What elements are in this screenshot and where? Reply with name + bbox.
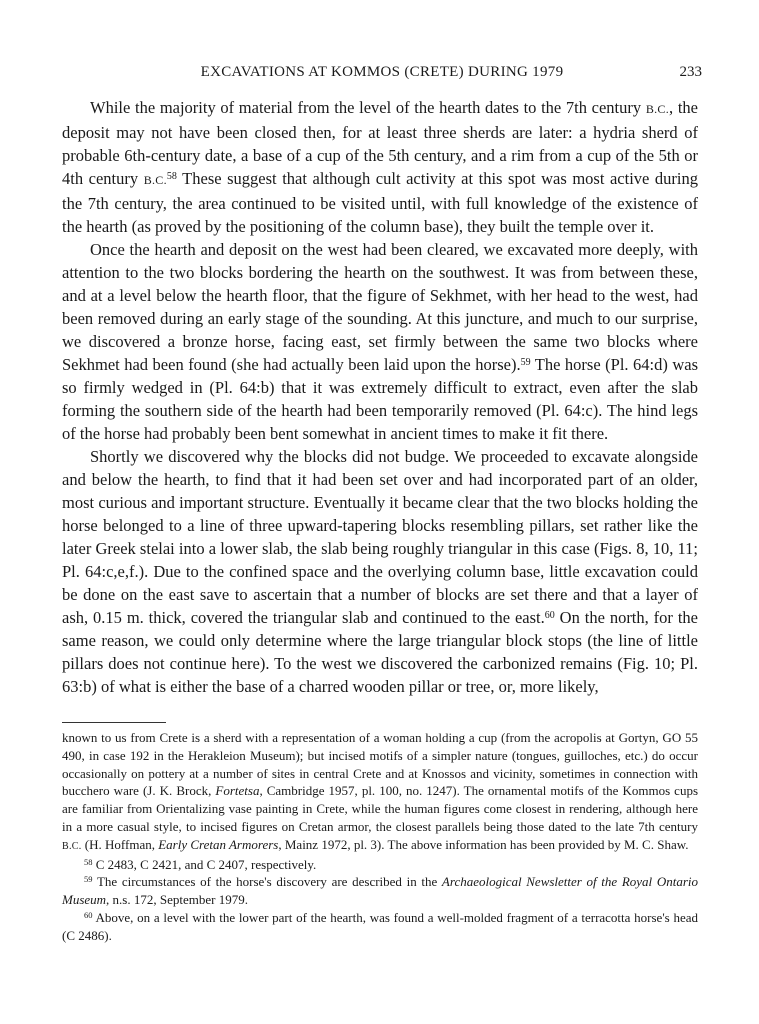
main-text [62,96,698,698]
footnote-58-text: C 2483, C 2421, and C 2407, respectively. [95,856,317,872]
paragraph-2 [62,238,698,445]
footnote-ref-60[interactable]: 60 [544,610,555,621]
paragraph-1 [62,96,698,238]
footnote-59 [62,873,698,909]
footnote-continued-text-b: , Cambridge 1957, pl. 100, no. 1247). The ornamental motifs of the Kommos cups are familiar from Orientalizing vase painting in Crete, while the human figures come closest in rendering, although here in a more casual style, to incised figures on Cretan armor, the closest parallels being those dated to the late 7th century [62,783,699,834]
footnote-number: 60 [84,909,93,920]
footnote-59-text-a: The circumstances of the horse's discovery are described in the [96,874,438,890]
footnote-divider [62,722,166,723]
footnote-continued-text-a: known to us from Crete is a sherd with a representation of a woman holding a cup (from the acropolis at Gortyn, GO 55 490, in case 192 in the Herakleion Museum); but incised motifs of a simpler nature (tongues, guilloches, etc.) do occur occasionally on pottery at a number of sites in central Crete and at Knossos and vicinity, sometimes in connection with bucchero ware (J. K. Brock, [62,730,698,799]
journal-title: Archaeological Newsletter of the Royal Ontario Museum [62,874,699,908]
footnote-58 [62,856,698,874]
footnote-ref-59[interactable]: 59 [520,357,531,368]
paragraph-1-text-c: These suggest that although cult activity at this spot was most active during the 7th century, the area continued to be visited until, with full knowledge of the existence of the hearth (as proved by the positioning of the column base), they built the temple over it. [62,169,698,236]
footnote-number: 59 [84,874,93,885]
paragraph-1-text-b: , the deposit may not have been closed then, for at least three sherds are later: a hydria sherd of probable 6th-century date, a base of a cup of the 5th century, and a rim from a cup of the 5th or 4th century [62,98,698,188]
bc-abbreviation: B.C. [645,102,670,116]
footnote-continued [62,729,698,856]
running-title: EXCAVATIONS AT KOMMOS (CRETE) DURING 1979 [200,64,564,80]
paragraph-3 [62,445,698,698]
page-number: 233 [679,64,702,80]
footnotes [62,729,698,945]
paragraph-3-text-a: Shortly we discovered why the blocks did not budge. We proceeded to excavate alongside and below the hearth, to find that it had been set over and had incorporated part of an older, most curious and important structure. Eventually it became clear that the two blocks holding the horse belonged to a line of three upward-tapering blocks resembling pillars, set rather like the later Greek stelai into a lower slab, the slab being roughly triangular in this case (Figs. 8, 10, 11; Pl. 64:c,e,f.). Due to the confined space and the overlying column base, little excavation could be done on the east save to ascertain that a number of blocks are set there and that a layer of ash, 0.15 m. thick, covered the triangular slab and continued to the east. [62,447,698,627]
bc-abbreviation: B.C. [62,840,82,852]
book-title-fortetsa: Fortetsa [215,783,260,799]
paragraph-3-text-b: On the north, for the same reason, we could only determine where the large triangular block stops (the line of little pillars does not continue here). To the west we discovered the carbonized remains (Fig. 10; Pl. 63:b) of what is either the base of a charred wooden pillar or tree, or, more likely, [62,608,698,696]
footnote-60 [62,909,698,945]
paragraph-2-text-b: The horse (Pl. 64:d) was so firmly wedged in (Pl. 64:b) that it was extremely difficult to extract, even after the slab forming the southern side of the hearth had been temporarily removed (Pl. 64:c). The hind legs of the horse had probably been bent somewhat in ancient times to make it fit there. [62,355,698,443]
footnote-continued-text-d: , Mainz 1972, pl. 3). The above information has been provided by M. C. Shaw. [278,836,689,852]
running-head [62,62,702,82]
footnote-60-text: Above, on a level with the lower part of the hearth, was found a well-molded fragment of a terracotta horse's head (C 2486). [62,909,698,943]
footnote-59-text-b: , n.s. 172, September 1979. [106,892,248,908]
footnote-number: 58 [84,856,93,867]
book-title-armorers: Early Cretan Armorers [158,836,279,852]
paragraph-1-text-a: While the majority of material from the level of the hearth dates to the 7th century [90,98,642,117]
bc-abbreviation: B.C. [143,173,167,187]
paragraph-2-text-a: Once the hearth and deposit on the west had been cleared, we excavated more deeply, with attention to the two blocks bordering the hearth on the southwest. It was from between these, and at a level below the hearth floor, that the figure of Sekhmet, with her head to the west, had been removed during an early stage of the sounding. At this juncture, and much to our surprise, we discovered a bronze horse, facing east, set firmly between the same two blocks where Sekhmet had been found (she had actually been laid upon the horse). [62,240,698,374]
footnote-ref-58[interactable]: 58 [166,171,177,182]
footnote-continued-text-c: (H. Hoffman, [84,836,155,852]
